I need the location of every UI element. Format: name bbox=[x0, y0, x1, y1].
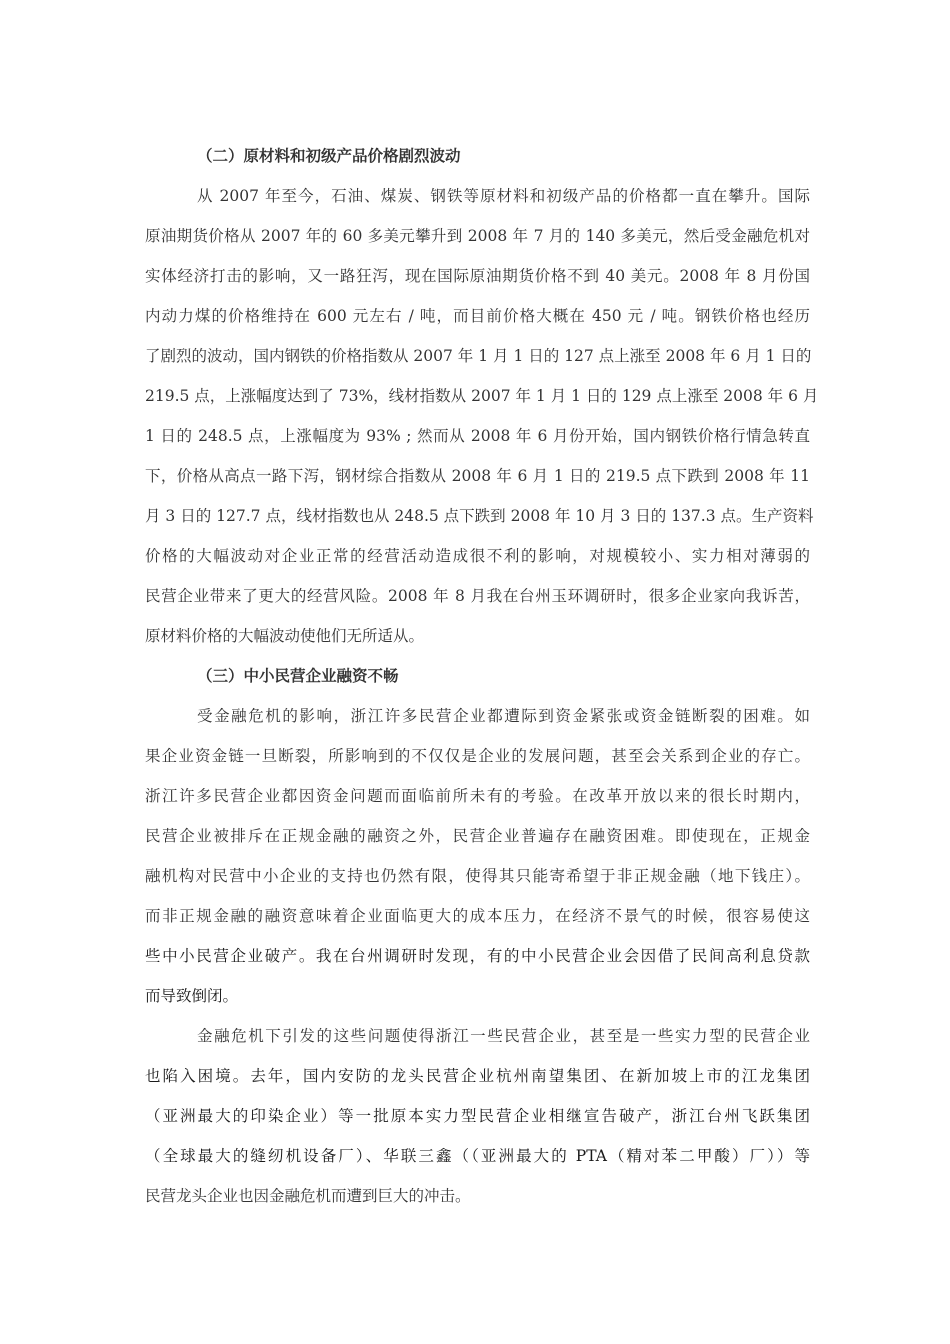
paragraph-line: 月 3 日的 127.7 点，线材指数也从 248.5 点下跌到 2008 年 10 月 3 日的 137.3 点。生产资料 bbox=[145, 507, 814, 525]
document-body bbox=[145, 136, 819, 1216]
paragraph-line: 从 2007 年至今，石油、煤炭、钢铁等原材料和初级产品的价格都一直在攀升。国际 bbox=[197, 187, 810, 205]
paragraph-line: （全球最大的缝纫机设备厂）、华联三鑫（（亚洲最大的 PTA（精对苯二甲酸）厂））等 bbox=[145, 1147, 810, 1165]
paragraph-line: 金融危机下引发的这些问题使得浙江一些民营企业，甚至是一些实力型的民营企业 bbox=[197, 1027, 810, 1045]
paragraph-line: 实体经济打击的影响，又一路狂泻，现在国际原油期货价格不到 40 美元。2008 年 8 月份国 bbox=[145, 267, 810, 285]
paragraph-line: （亚洲最大的印染企业）等一批原本实力型民营企业相继宣告破产，浙江台州飞跃集团 bbox=[145, 1107, 810, 1125]
paragraph-line: 下，价格从高点一路下泻，钢材综合指数从 2008 年 6 月 1 日的 219.5 点下跌到 2008 年 11 bbox=[145, 467, 810, 485]
paragraph-line: 浙江许多民营企业都因资金问题而面临前所未有的考验。在改革开放以来的很长时期内， bbox=[145, 787, 810, 805]
paragraph-line: 内动力煤的价格维持在 600 元左右 / 吨，而目前价格大概在 450 元 / 吨。钢铁价格也经历 bbox=[145, 307, 810, 325]
paragraph-line: 价格的大幅波动对企业正常的经营活动造成很不利的影响，对规模较小、实力相对薄弱的 bbox=[145, 547, 810, 565]
paragraph-line: 原材料价格的大幅波动使他们无所适从。 bbox=[145, 627, 425, 645]
paragraph-line: 民营企业带来了更大的经营风险。2008 年 8 月我在台州玉环调研时，很多企业家向我诉苦， bbox=[145, 587, 810, 605]
paragraph-line: 原油期货价格从 2007 年的 60 多美元攀升到 2008 年 7 月的 140 多美元，然后受金融危机对 bbox=[145, 227, 810, 245]
paragraph-line: 果企业资金链一旦断裂，所影响到的不仅仅是企业的发展问题，甚至会关系到企业的存亡。 bbox=[145, 747, 810, 765]
paragraph-line: 而导致倒闭。 bbox=[145, 987, 239, 1005]
paragraph-line: 也陷入困境。去年，国内安防的龙头民营企业杭州南望集团、在新加坡上市的江龙集团 bbox=[145, 1067, 810, 1085]
section-heading-financing: （三）中小民营企业融资不畅 bbox=[197, 666, 399, 685]
paragraph-line: 而非正规金融的融资意味着企业面临更大的成本压力，在经济不景气的时候，很容易使这 bbox=[145, 907, 810, 925]
paragraph-line: 1 日的 248.5 点，上涨幅度为 93% ; 然而从 2008 年 6 月份开始，国内钢铁价格行情急转直 bbox=[145, 427, 810, 445]
paragraph-line: 民营企业被排斥在正规金融的融资之外，民营企业普遍存在融资困难。即使现在，正规金 bbox=[145, 827, 810, 845]
paragraph-line: 民营龙头企业也因金融危机而遭到巨大的冲击。 bbox=[145, 1187, 471, 1205]
paragraph-line: 些中小民营企业破产。我在台州调研时发现，有的中小民营企业会因借了民间高利息贷款 bbox=[145, 947, 810, 965]
paragraph-line: 了剧烈的波动，国内钢铁的价格指数从 2007 年 1 月 1 日的 127 点上涨至 2008 年 6 月 1 日的 bbox=[145, 347, 812, 365]
paragraph-line: 219.5 点，上涨幅度达到了 73%，线材指数从 2007 年 1 月 1 日的 129 点上涨至 2008 年 6 月 bbox=[145, 387, 819, 405]
paragraph-line: 受金融危机的影响，浙江许多民营企业都遭际到资金紧张或资金链断裂的困难。如 bbox=[197, 707, 810, 725]
paragraph-line: 融机构对民营中小企业的支持也仍然有限，使得其只能寄希望于非正规金融（地下钱庄）。 bbox=[145, 867, 810, 885]
section-heading-raw-material-prices: （二）原材料和初级产品价格剧烈波动 bbox=[197, 146, 461, 165]
